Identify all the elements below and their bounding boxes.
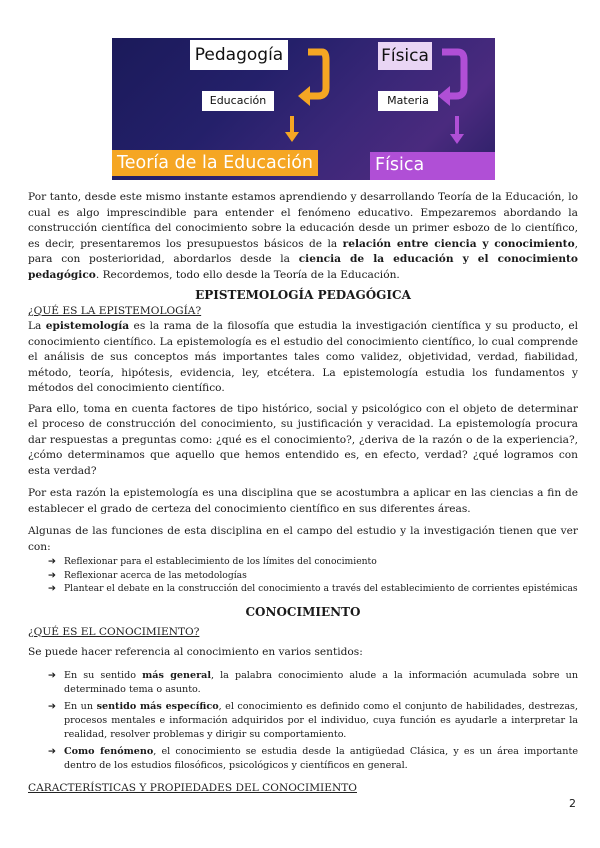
orange-arrowhead-down [285,132,299,142]
figure-fisica: Física [378,42,432,70]
page-number: 2 [569,797,576,810]
arrow-right-icon: ➔ [48,569,56,581]
sentidos-list [28,669,578,773]
purple-curve-arrow [442,52,464,96]
epistemologia-paragraph-4: Algunas de las funciones de esta disciplina en el campo del estudio y la investigación tienen que ver con: [28,525,578,553]
epistemologia-paragraph-1: La epistemología es la rama de la filosofía que estudia la investigación científica y su producto, el conocimiento científico. La epistemología es el estudio del conocimiento científico, lo cual comprende el análisis de sus conceptos más importantes tales como validez, objetividad, verdad, fiabilidad, método, teoría, hipótesis, evidencia, ley, etcétera. La epistemología estudia los fundamentos y métodos del conocimiento científico. [28,320,579,394]
conocimiento-paragraph-1: Se puede hacer referencia al conocimiento en varios sentidos: [28,645,363,658]
figure-pedagogia: Pedagogía [190,40,288,70]
arrow-right-icon: ➔ [48,701,56,712]
document-body [28,190,578,796]
list-item: ➔ En un sentido más específico, el conocimiento es definido como el conjunto de habilidades, destrezas, procesos mentales e información adquiridos por el individuo, cuya función es ayudarle a interpretar la realidad, resolver problemas y dirigir su comportamiento. [48,701,579,740]
list-item: ➔ Reflexionar para el establecimiento de los límites del conocimiento [48,556,377,567]
list-item: ➔ Como fenómeno, el conocimiento se estudia desde la antigüedad Clásica, y es un área importante dentro de los estudios filosóficos, psicológicos y científicos en general. [48,746,578,771]
heading-epistemologia: EPISTEMOLOGÍA PEDAGÓGICA [195,288,411,302]
header-figure [112,38,495,180]
arrow-right-icon: ➔ [48,670,56,681]
list-item: ➔ En su sentido más general, la palabra conocimiento alude a la información acumulada sobre un determinado tema o asunto. [48,670,578,695]
figure-fisica-teorica: Física [370,152,495,180]
question-conocimiento: ¿QUÉ ES EL CONOCIMIENTO? [28,625,200,638]
question-epistemologia: ¿QUÉ ES LA EPISTEMOLOGÍA? [28,305,202,317]
orange-curve-arrow [308,52,326,96]
figure-materia: Materia [378,91,438,111]
list-item: ➔ Plantear el debate en la construcción del conocimiento a través del establecimiento de corrientes epistémicas [48,583,578,594]
list-item: ➔ Reflexionar acerca de las metodologías [48,569,247,581]
arrow-right-icon: ➔ [48,556,56,567]
heading-conocimiento: CONOCIMIENTO [245,604,361,619]
caracteristicas-heading: CARACTERÍSTICAS Y PROPIEDADES DEL CONOCIMIENTO [28,782,357,794]
arrow-right-icon: ➔ [48,746,56,757]
purple-arrowhead-left [438,86,450,106]
funciones-list [28,555,578,596]
epistemologia-paragraph-3: Por esta razón la epistemología es una disciplina que se acostumbra a aplicar en las ciencias a fin de establecer el grado de certeza del conocimiento científico en sus diferentes áreas. [28,487,578,515]
figure-teoria: Teoría de la Educación [112,150,318,176]
orange-arrowhead-left [298,86,310,106]
epistemologia-paragraph-2: Para ello, toma en cuenta factores de tipo histórico, social y psicológico con el objeto de determinar el proceso de construcción del conocimiento, su justificación y veracidad. La epistemología procura dar respuestas a preguntas como: ¿qué es el conocimiento?, ¿deriva de la razón o de la experiencia?, ¿cómo determinamos que aquello que hemos entendido es, en efecto, verdad? ¿qué logramos con esta verdad? [28,402,578,477]
intro-paragraph: Por tanto, desde este mismo instante estamos aprendiendo y desarrollando Teoría de la Educación, lo cual es algo imprescindible para entender el fenómeno educativo. Empezaremos abordando la construcción científica del conocimiento sobre la educación desde un primer esbozo de lo científico, es decir, presentaremos los presupuestos básicos de la relación entre ciencia y conocimiento, para con posterioridad, abordarlos desde la ciencia de la educación y el conocimiento pedagógico. Recordemos, todo ello desde la Teoría de la Educación. [28,191,579,281]
figure-educacion: Educación [202,91,274,111]
arrow-right-icon: ➔ [48,583,56,594]
purple-arrowhead-down [450,134,464,144]
